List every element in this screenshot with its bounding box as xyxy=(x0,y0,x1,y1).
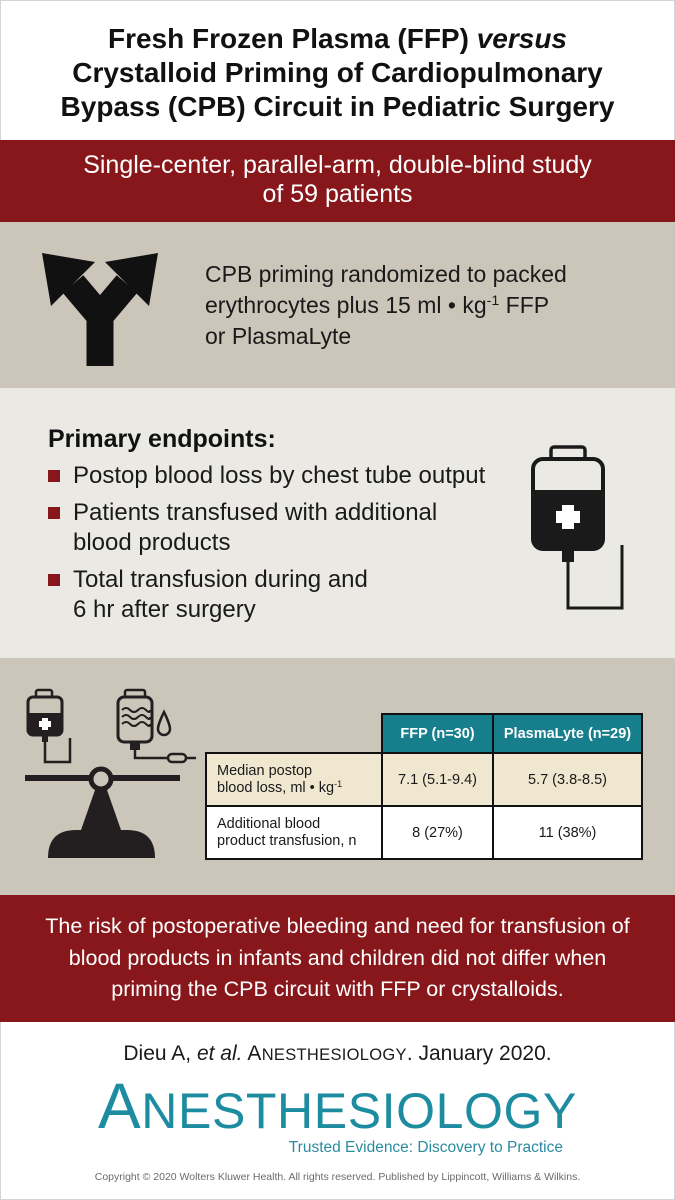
randomization-line-2 xyxy=(205,290,567,321)
row-label-line: Median postop xyxy=(217,762,313,779)
citation-journal: ANESTHESIOLOGY xyxy=(247,1042,407,1065)
row-label-line: Additional blood xyxy=(217,815,321,832)
cell-plasmalyte-blood-loss: 5.7 (3.8-8.5) xyxy=(493,753,642,806)
title-line-1 xyxy=(1,22,674,56)
drop-icon xyxy=(158,712,170,735)
conclusion-band xyxy=(0,895,675,1022)
cell-ffp-transfusion: 8 (27%) xyxy=(382,806,493,859)
citation-et-al: et al. xyxy=(196,1042,243,1065)
cell-plasmalyte-transfusion: 11 (38%) xyxy=(493,806,642,859)
list-item-line: Total transfusion during and xyxy=(73,566,368,593)
randomization-line-2-end: FFP xyxy=(499,292,550,318)
table-header-row xyxy=(206,714,642,753)
table-row xyxy=(206,806,642,859)
bullet-square xyxy=(48,507,60,519)
iv-bag-icon xyxy=(530,445,626,612)
row-label-transfusion xyxy=(206,806,382,859)
row-label-blood-loss xyxy=(206,753,382,806)
row-label-line xyxy=(217,780,381,797)
blood-bag-icon xyxy=(28,690,70,762)
randomization-line-1: CPB priming randomized to packed xyxy=(205,261,567,287)
citation-authors: Dieu A, xyxy=(123,1042,197,1065)
conclusion-line-2: blood products in infants and children did not differ when xyxy=(68,945,607,970)
endpoints-list xyxy=(48,461,485,632)
table-corner-cell xyxy=(206,714,382,753)
cell-ffp-blood-loss: 7.1 (5.1-9.4) xyxy=(382,753,493,806)
bullet-square xyxy=(48,574,60,586)
list-item-line: 6 hr after surgery xyxy=(73,596,256,623)
randomization-text xyxy=(205,259,567,352)
conclusion-line-1: The risk of postoperative bleeding and need for transfusion of xyxy=(45,914,630,939)
results-band xyxy=(0,658,675,895)
citation xyxy=(1,1039,674,1070)
study-design-band xyxy=(0,140,675,222)
title-line-2: Crystalloid Priming of Cardiopulmonary xyxy=(72,57,603,88)
logo-wordmark: ANESTHESIOLOGY xyxy=(98,1070,577,1142)
study-design-line-1: Single-center, parallel-arm, double-blind study xyxy=(83,150,592,179)
split-arrow-icon xyxy=(38,248,162,366)
scale-base xyxy=(25,769,180,858)
title-line-3: Bypass (CPB) Circuit in Pediatric Surgery xyxy=(60,91,615,122)
list-item-line: Postop blood loss by chest tube output xyxy=(73,462,486,489)
list-item-line: Patients transfused with additional xyxy=(73,499,438,526)
title-section xyxy=(0,0,675,140)
copyright-notice: Copyright © 2020 Wolters Kluwer Health. All rights reserved. Published by Lippincott, Williams & Wilkins. xyxy=(94,1171,581,1183)
table-row xyxy=(206,753,642,806)
list-item-line: blood products xyxy=(73,529,231,556)
endpoints-band xyxy=(0,388,675,658)
superscript: -1 xyxy=(334,778,343,789)
randomization-line-2-text: erythrocytes plus 15 ml • kg xyxy=(205,292,487,318)
endpoints-heading: Primary endpoints: xyxy=(48,425,276,453)
page-title xyxy=(1,1,674,124)
randomization-band xyxy=(0,222,675,388)
citation-date: . January 2020. xyxy=(406,1042,552,1065)
logo-tagline: Trusted Evidence: Discovery to Practice xyxy=(288,1139,563,1156)
study-design-line-2: of 59 patients xyxy=(262,179,413,208)
column-header-ffp: FFP (n=30) xyxy=(382,714,493,753)
list-item xyxy=(48,461,485,491)
superscript: -1 xyxy=(486,293,500,310)
bullet-square xyxy=(48,470,60,482)
title-versus: versus xyxy=(476,23,568,54)
results-table xyxy=(205,713,643,860)
list-item xyxy=(48,498,485,558)
title-line-1-text: Fresh Frozen Plasma (FFP) xyxy=(107,23,477,54)
row-label-line: product transfusion, n xyxy=(217,832,357,849)
balance-scale-icon xyxy=(20,686,200,864)
column-header-plasmalyte: PlasmaLyte (n=29) xyxy=(493,714,642,753)
footer xyxy=(0,1022,675,1200)
randomization-line-3: or PlasmaLyte xyxy=(205,323,352,349)
row-label-text: blood loss, ml • kg xyxy=(217,779,335,796)
iv-drip-icon xyxy=(118,690,196,762)
journal-logo xyxy=(1,1070,674,1142)
conclusion-line-3: priming the CPB circuit with FFP or crystalloids. xyxy=(111,977,564,1002)
list-item xyxy=(48,565,485,625)
